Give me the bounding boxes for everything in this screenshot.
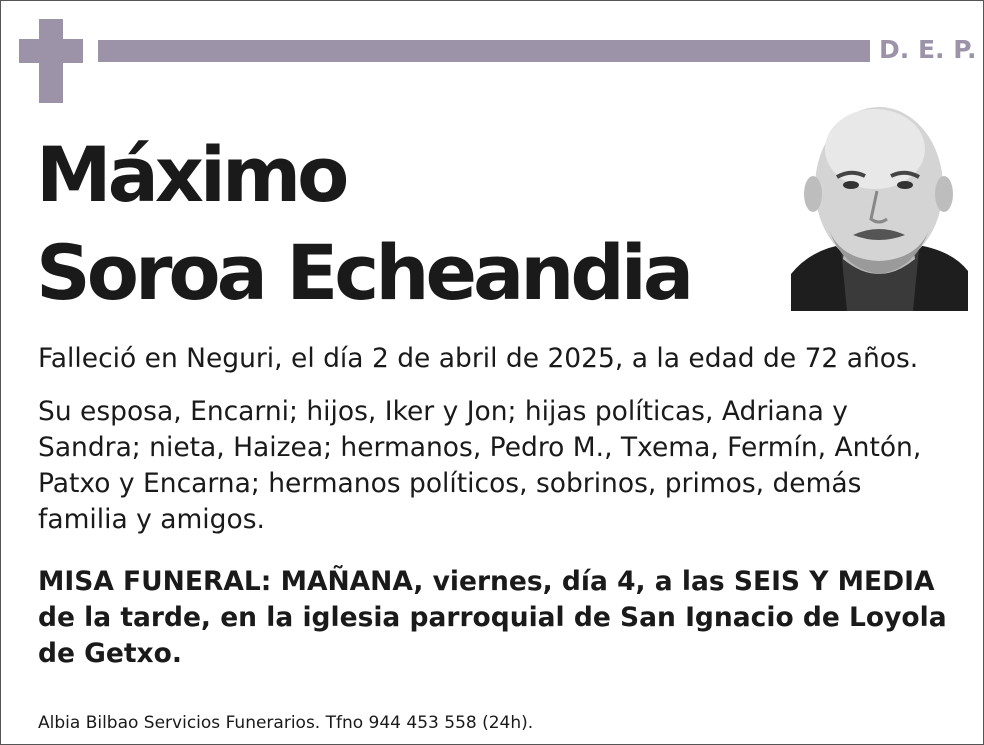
header-rule [98,40,870,62]
death-line: Falleció en Neguri, el día 2 de abril de 2025, a la edad de 72 años. [38,343,919,374]
family-line: Su esposa, Encarni; hijos, Iker y Jon; hijas políticas, Adriana y Sandra; nieta, Haizea; hermanos, Pedro M., Txema, Fermín, Antón, Patxo y Encarna; hermanos políticos, sobrinos, primos, demás familia y amigos. [38,396,922,535]
deceased-first-name: Máximo [36,130,346,219]
dep-label: D. E. P. [879,35,977,64]
cross-icon-bar [19,39,83,63]
portrait-photo [791,99,968,311]
funeral-line: MISA FUNERAL: MAÑANA, viernes, día 4, a las SEIS Y MEDIA de la tarde, en la iglesia parroquial de San Ignacio de Loyola de Getxo. [38,566,947,669]
funeral-home-footer: Albia Bilbao Servicios Funerarios. Tfno 944 453 558 (24h). [38,713,534,733]
deceased-surnames: Soroa Echeandia [36,228,691,317]
